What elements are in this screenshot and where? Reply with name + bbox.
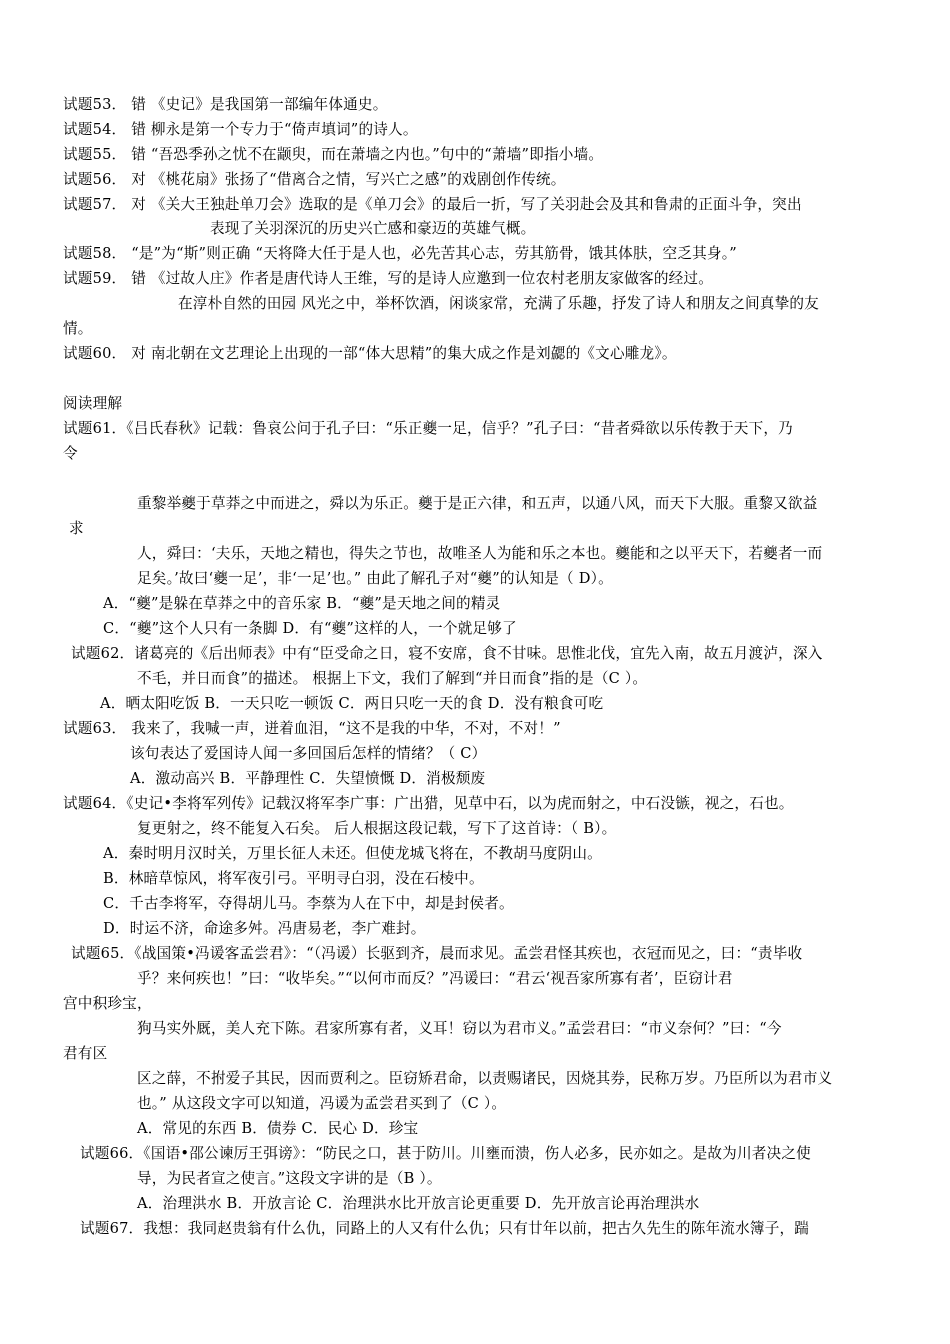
- question-line: 试题66．《国语•邵公谏厉王弭谤》：“防民之口，甚于防川。川壅而溃，伤人必多，民亦如之。是故为川者决之使: [80, 1145, 811, 1162]
- answer-line: 表现了关羽深沉的历史兴亡感和豪迈的英雄气概。: [210, 220, 536, 237]
- answer-line: 试题55． 错 “吾恐季孙之忧不在颛臾，而在萧墙之内也。”句中的“萧墙”即指小墙。: [63, 146, 604, 163]
- question-line: 也。” 从这段文字可以知道，冯谖为孟尝君买到了（C ）。: [137, 1095, 507, 1112]
- answer-line: 试题59． 错 《过故人庄》作者是唐代诗人王维，写的是诗人应邀到一位农村老朋友家做客的经过。: [63, 270, 713, 287]
- answer-line: 试题57． 对 《关大王独赴单刀会》选取的是《单刀会》的最后一折，写了关羽赴会及其和鲁肃的正面斗争，突出: [63, 196, 802, 213]
- answer-line: 试题54． 错 柳永是第一个专力于“倚声填词”的诗人。: [63, 121, 418, 138]
- question-line: 重黎举夔于草莽之中而进之，舜以为乐正。夔于是正六律，和五声，以通八风，而天下大服。重黎又欲益: [137, 495, 818, 512]
- question-line: 令: [63, 445, 78, 462]
- question-line: 试题67．我想：我同赵贵翁有什么仇，同路上的人又有什么仇；只有廿年以前，把古久先生的陈年流水簿子，踹: [80, 1220, 810, 1237]
- question-line: 不毛，并日而食”的描述。 根据上下文，我们了解到“并日而食”指的是（C ）。: [137, 670, 648, 687]
- question-line: 狗马实外厩，美人充下陈。君家所寡有者，义耳！窃以为君市义。”孟尝君曰：“市义奈何？”曰：“今: [137, 1020, 782, 1037]
- option-line: C．“夔”这个人只有一条脚 D．有“夔”这样的人，一个就足够了: [103, 620, 517, 637]
- question-line: 人，舜曰：‘夫乐，天地之精也，得失之节也，故唯圣人为能和乐之本也。夔能和之以平天下，若夔者一而: [137, 545, 823, 562]
- option-line: A．激动高兴 B．平静理性 C．失望愤慨 D．消极颓废: [130, 770, 486, 787]
- question-line: 宫中积珍宝，: [63, 995, 152, 1012]
- question-line: 试题62．诸葛亮的《后出师表》中有“臣受命之日，寝不安席，食不甘味。思惟北伐，宜先入南，故五月渡泸，深入: [71, 645, 823, 662]
- option-line: A．秦时明月汉时关，万里长征人未还。但使龙城飞将在，不教胡马度阴山。: [103, 845, 602, 862]
- question-line: 区之薛，不拊爱子其民，因而贾利之。臣窃矫君命，以责赐诸民，因烧其券，民称万岁。乃臣所以为君市义: [137, 1070, 833, 1087]
- answer-line: 在淳朴自然的田园 风光之中，举杯饮酒，闲谈家常，充满了乐趣，抒发了诗人和朋友之间真挚的友: [178, 295, 819, 312]
- section-heading: 阅读理解: [63, 395, 123, 412]
- question-line: 该句表达了爱国诗人闻一多回国后怎样的情绪？（ C）: [130, 745, 487, 762]
- question-line: 求: [69, 520, 84, 537]
- answer-line: 试题56． 对 《桃花扇》张扬了“借离合之情，写兴亡之感”的戏剧创作传统。: [63, 171, 566, 188]
- option-line: A．治理洪水 B．开放言论 C．治理洪水比开放言论更重要 D．先开放言论再治理洪水: [137, 1195, 700, 1212]
- answer-line: 试题53． 错 《史记》是我国第一部编年体通史。: [63, 96, 388, 113]
- answer-line: 试题60． 对 南北朝在文艺理论上出现的一部“体大思精”的集大成之作是刘勰的《文心雕龙》。: [63, 345, 677, 362]
- question-line: 君有区: [63, 1045, 108, 1062]
- option-line: A．晒太阳吃饭 B．一天只吃一顿饭 C．两日只吃一天的食 D．没有粮食可吃: [100, 695, 604, 712]
- option-line: D．时运不济，命途多舛。冯唐易老，李广难封。: [103, 920, 426, 937]
- option-line: A．“夔”是躲在草莽之中的音乐家 B．“夔”是天地之间的精灵: [103, 595, 501, 612]
- option-line: B．林暗草惊风，将军夜引弓。平明寻白羽，没在石棱中。: [103, 870, 484, 887]
- answer-line: 试题58． “是”为“斯”则正确 “天将降大任于是人也，必先苦其心志，劳其筋骨，饿其体肤，空乏其身。”: [63, 245, 737, 262]
- answer-line: 情。: [63, 320, 93, 337]
- question-line: 足矣。’故曰‘夔一足’，非‘一足’也。” 由此了解孔子对“夔”的认知是（ D）。: [137, 570, 613, 587]
- question-line: 试题65．《战国策•冯谖客孟尝君》：“（冯谖）长驱到齐，晨而求见。孟尝君怪其疾也，衣冠而见之，曰：“责毕收: [71, 945, 803, 962]
- question-line: 乎？来何疾也！”曰：“收毕矣。”“以何市而反？”冯谖曰：“君云‘视吾家所寡有者’，臣窃计君: [137, 970, 733, 987]
- option-line: A．常见的东西 B．债券 C．民心 D．珍宝: [137, 1120, 419, 1137]
- question-line: 试题64．《史记•李将军列传》记载汉将军李广事：广出猎，见草中石，以为虎而射之，中石没镞，视之，石也。: [63, 795, 794, 812]
- question-line: 复更射之，终不能复入石矣。 后人根据这段记载，写下了这首诗：（ B）。: [137, 820, 617, 837]
- question-line: 试题61．《吕氏春秋》记载：鲁哀公问于孔子曰：“乐正夔一足，信乎？”孔子曰：“昔者舜欲以乐传教于天下，乃: [63, 420, 793, 437]
- question-line: 导，为民者宣之使言。”这段文字讲的是（B ）。: [137, 1170, 442, 1187]
- question-line: 试题63． 我来了，我喊一声，迸着血泪，“这不是我的中华，不对，不对！”: [63, 720, 561, 737]
- option-line: C．千古李将军，夺得胡儿马。李蔡为人在下中，却是封侯者。: [103, 895, 514, 912]
